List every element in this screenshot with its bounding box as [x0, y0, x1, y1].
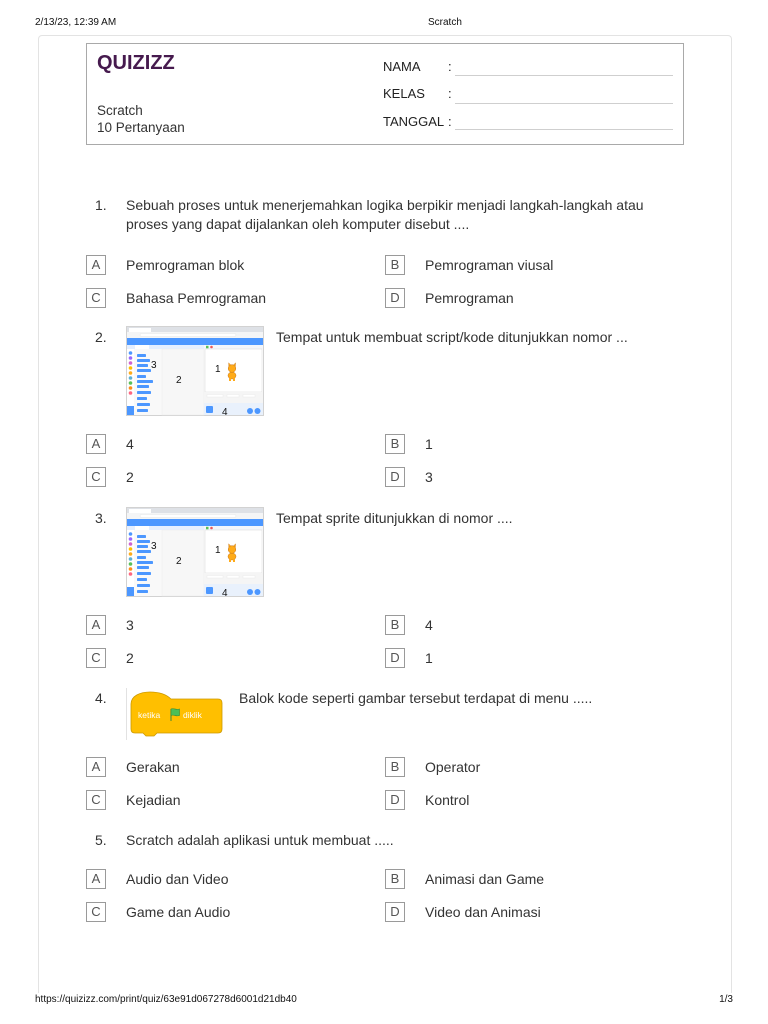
- print-page-number: 1/3: [719, 994, 733, 1005]
- browser-chrome: [127, 508, 263, 519]
- option-text: 1: [425, 650, 433, 666]
- question-number: 1.: [95, 197, 107, 213]
- scratch-editor-screenshot: [126, 326, 264, 416]
- option-b: [385, 869, 675, 889]
- option-letter-box: B: [385, 615, 405, 635]
- option-c: [86, 467, 376, 487]
- script-area-label: 2: [176, 375, 182, 386]
- question-number: 3.: [95, 510, 107, 526]
- scratch-editor-screenshot: [126, 507, 264, 597]
- option-text: 2: [126, 469, 134, 485]
- print-datetime: 2/13/23, 12:39 AM: [35, 17, 117, 28]
- sprite-pane-label: 4: [222, 588, 228, 597]
- date-field-line: [455, 129, 673, 130]
- option-text: Animasi dan Game: [425, 871, 545, 887]
- editor-tabs: [127, 526, 204, 530]
- question-text: Tempat sprite ditunjukkan di nomor ....: [276, 510, 513, 526]
- question-4: [0, 688, 768, 810]
- option-text: Bahasa Pemrograman: [126, 290, 267, 306]
- option-letter-box: A: [86, 255, 106, 275]
- class-field-colon: :: [448, 86, 452, 101]
- option-letter-box: C: [86, 902, 106, 922]
- option-b: [385, 255, 675, 275]
- print-url: https://quizizz.com/print/quiz/63e91d067278d6001d21db40: [35, 994, 297, 1005]
- block-word-when: ketika: [138, 710, 161, 720]
- date-field-label: TANGGAL: [383, 114, 445, 129]
- sprite-pane-label: 4: [222, 407, 228, 416]
- option-b: [385, 757, 675, 777]
- option-text: Kejadian: [126, 792, 181, 808]
- question-2: [0, 326, 768, 487]
- option-letter-box: C: [86, 790, 106, 810]
- block-word-clicked: diklik: [183, 710, 202, 720]
- option-letter-box: B: [385, 434, 405, 454]
- option-d: [385, 902, 675, 922]
- option-c: [86, 902, 376, 922]
- option-letter-box: D: [385, 790, 405, 810]
- option-text: 3: [425, 469, 433, 485]
- option-text: Gerakan: [126, 759, 180, 775]
- question-text: Tempat untuk membuat script/kode ditunjukkan nomor ...: [276, 329, 628, 345]
- sprite-pane: [204, 403, 263, 415]
- option-text: 4: [126, 436, 134, 452]
- editor-tabs: [127, 345, 204, 349]
- option-c: [86, 790, 376, 810]
- stage-label: 1: [215, 545, 221, 556]
- option-a: [86, 615, 376, 635]
- option-letter-box: C: [86, 648, 106, 668]
- question-number: 4.: [95, 690, 107, 706]
- quiz-title: Scratch: [97, 103, 143, 118]
- quiz-header-box: [86, 43, 684, 145]
- option-letter-box: D: [385, 648, 405, 668]
- block-categories: [127, 530, 134, 586]
- class-field-label: KELAS: [383, 86, 425, 101]
- option-d: [385, 467, 675, 487]
- stage-area: [204, 526, 263, 573]
- question-text: Balok kode seperti gambar tersebut terdapat di menu .....: [239, 690, 593, 706]
- option-a: [86, 434, 376, 454]
- option-letter-box: B: [385, 869, 405, 889]
- question-text: Scratch adalah aplikasi untuk membuat .....: [126, 832, 394, 848]
- when-flag-clicked-block-image: [126, 688, 226, 740]
- option-b: [385, 434, 675, 454]
- stage-label: 1: [215, 364, 221, 375]
- option-text: 4: [425, 617, 433, 633]
- browser-chrome: [127, 327, 263, 338]
- sprite-info-panel: [204, 392, 263, 403]
- block-categories: [127, 349, 134, 405]
- option-letter-box: B: [385, 255, 405, 275]
- option-text: Pemrograman viusal: [425, 257, 554, 273]
- option-letter-box: A: [86, 869, 106, 889]
- question-text: Sebuah proses untuk menerjemahkan logika berpikir menjadi langkah-langkah atau proses yang dapat dijalankan oleh komputer disebut ....: [126, 197, 644, 232]
- option-text: Audio dan Video: [126, 871, 229, 887]
- scratch-menu-bar: [127, 519, 263, 526]
- question-number: 2.: [95, 329, 107, 345]
- palette-label: 3: [151, 541, 157, 552]
- palette-label: 3: [151, 360, 157, 371]
- option-letter-box: A: [86, 615, 106, 635]
- scratch-menu-bar: [127, 338, 263, 345]
- option-text: 3: [126, 617, 134, 633]
- option-d: [385, 790, 675, 810]
- add-extension-button: [127, 406, 134, 415]
- question-5: [0, 830, 768, 922]
- option-b: [385, 615, 675, 635]
- option-text: 1: [425, 436, 433, 452]
- question-number: 5.: [95, 832, 107, 848]
- option-letter-box: D: [385, 902, 405, 922]
- option-d: [385, 288, 675, 308]
- name-field-line: [455, 75, 673, 76]
- script-area: [162, 349, 204, 415]
- question-count: 10 Pertanyaan: [97, 120, 185, 135]
- option-text: Kontrol: [425, 792, 470, 808]
- option-text: Game dan Audio: [126, 904, 231, 920]
- sprite-pane: [204, 584, 263, 596]
- option-letter-box: A: [86, 757, 106, 777]
- option-c: [86, 648, 376, 668]
- option-letter-box: A: [86, 434, 106, 454]
- sprite-info-panel: [204, 573, 263, 584]
- option-c: [86, 288, 376, 308]
- option-text: Video dan Animasi: [425, 904, 541, 920]
- option-letter-box: C: [86, 467, 106, 487]
- add-extension-button: [127, 587, 134, 596]
- option-text: 2: [126, 650, 134, 666]
- option-text: Operator: [425, 759, 481, 775]
- option-d: [385, 648, 675, 668]
- script-area-label: 2: [176, 556, 182, 567]
- stage-area: [204, 345, 263, 392]
- option-letter-box: D: [385, 288, 405, 308]
- option-a: [86, 255, 376, 275]
- print-title: Scratch: [428, 17, 462, 28]
- option-letter-box: D: [385, 467, 405, 487]
- option-a: [86, 757, 376, 777]
- name-field-colon: :: [448, 59, 452, 74]
- name-field-label: NAMA: [383, 59, 421, 74]
- block-palette: [134, 530, 162, 596]
- quizizz-logo: QUIZIZZ: [97, 52, 175, 74]
- option-text: Pemrograman blok: [126, 257, 245, 273]
- script-area: [162, 530, 204, 596]
- class-field-line: [455, 103, 673, 104]
- option-letter-box: C: [86, 288, 106, 308]
- block-palette: [134, 349, 162, 415]
- option-text: Pemrograman: [425, 290, 514, 306]
- date-field-colon: :: [448, 114, 452, 129]
- question-3: [0, 507, 768, 668]
- option-a: [86, 869, 376, 889]
- question-1: [0, 196, 768, 312]
- option-letter-box: B: [385, 757, 405, 777]
